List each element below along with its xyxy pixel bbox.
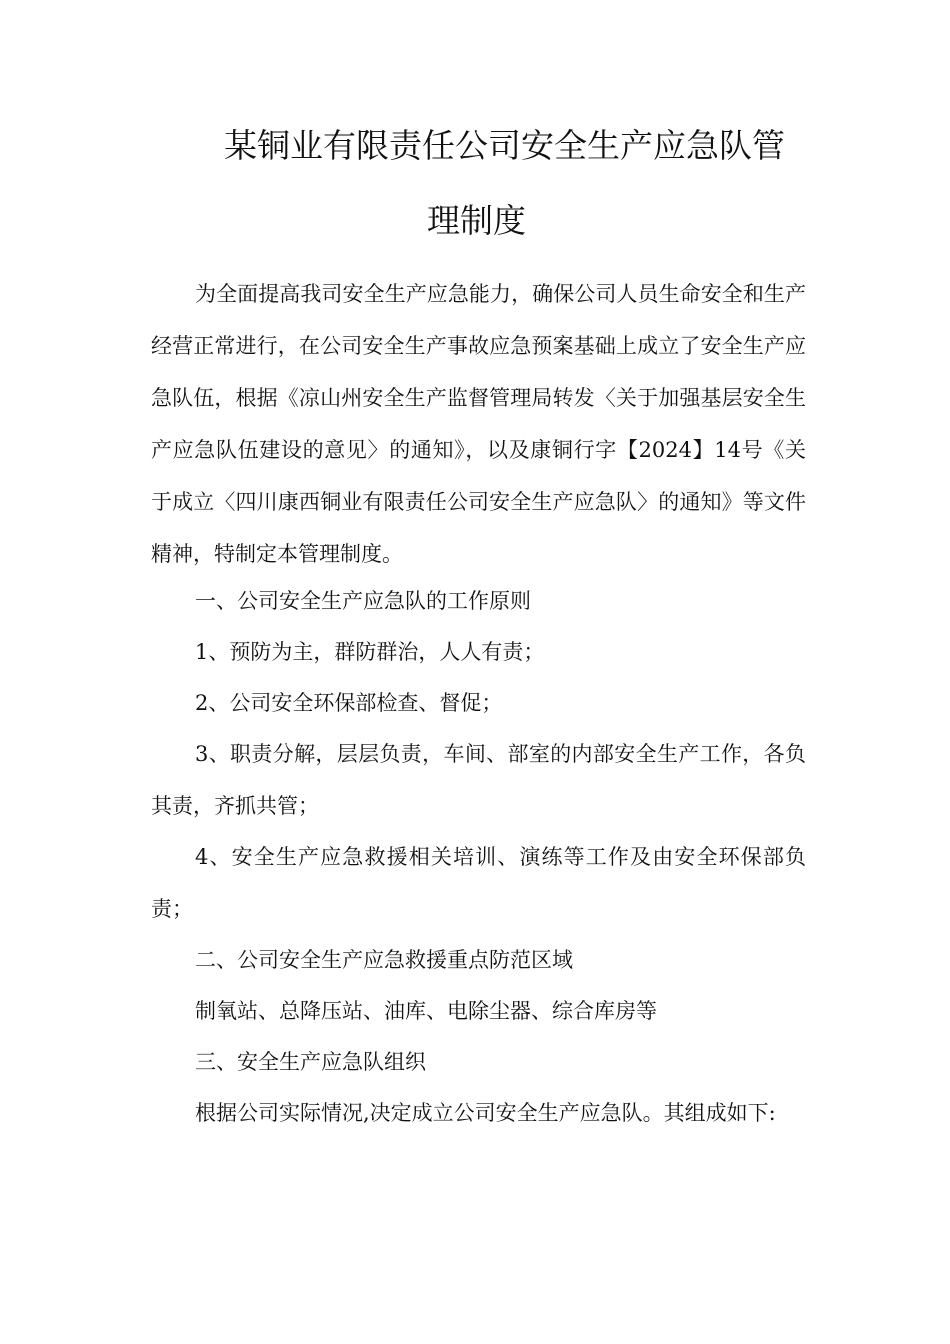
section1-item-2: 2、公司安全环保部检查、督促； [195, 691, 503, 715]
section2-heading: 二、公司安全生产应急救援重点防范区域 [195, 948, 573, 972]
section1-item-4: 4、安全生产应急救援相关培训、演练等工作及由安全环保部负责； [151, 845, 806, 921]
document-title-line-2: 理制度 [427, 201, 526, 240]
section3-heading: 三、安全生产应急队组织 [195, 1050, 426, 1074]
section1-heading: 一、公司安全生产应急队的工作原则 [195, 589, 531, 613]
document-title-line-1: 某铜业有限责任公司安全生产应急队管 [224, 126, 785, 165]
intro-paragraph: 为全面提高我司安全生产应急能力，确保公司人员生命安全和生产经营正常进行，在公司安全生产事故应急预案基础上成立了安全生产应急队伍，根据《凉山州安全生产监督管理局转发〈关于加强基层安全生产应急队伍建设的意见〉的通知》，以及康铜行字【2024】14号《关于成立〈四川康西铜业有限责任公司安全生产应急队〉的通知》等文件精神，特制定本管理制度。 [151, 282, 806, 566]
section1-item-1: 1、预防为主，群防群治，人人有责； [195, 640, 545, 664]
section3-body: 根据公司实际情况,决定成立公司安全生产应急队。其组成如下: [195, 1101, 776, 1125]
section2-body: 制氧站、总降压站、油库、电除尘器、综合库房等 [195, 999, 657, 1023]
section1-item-3: 3、职责分解，层层负责，车间、部室的内部安全生产工作，各负其责，齐抓共管； [151, 742, 806, 818]
